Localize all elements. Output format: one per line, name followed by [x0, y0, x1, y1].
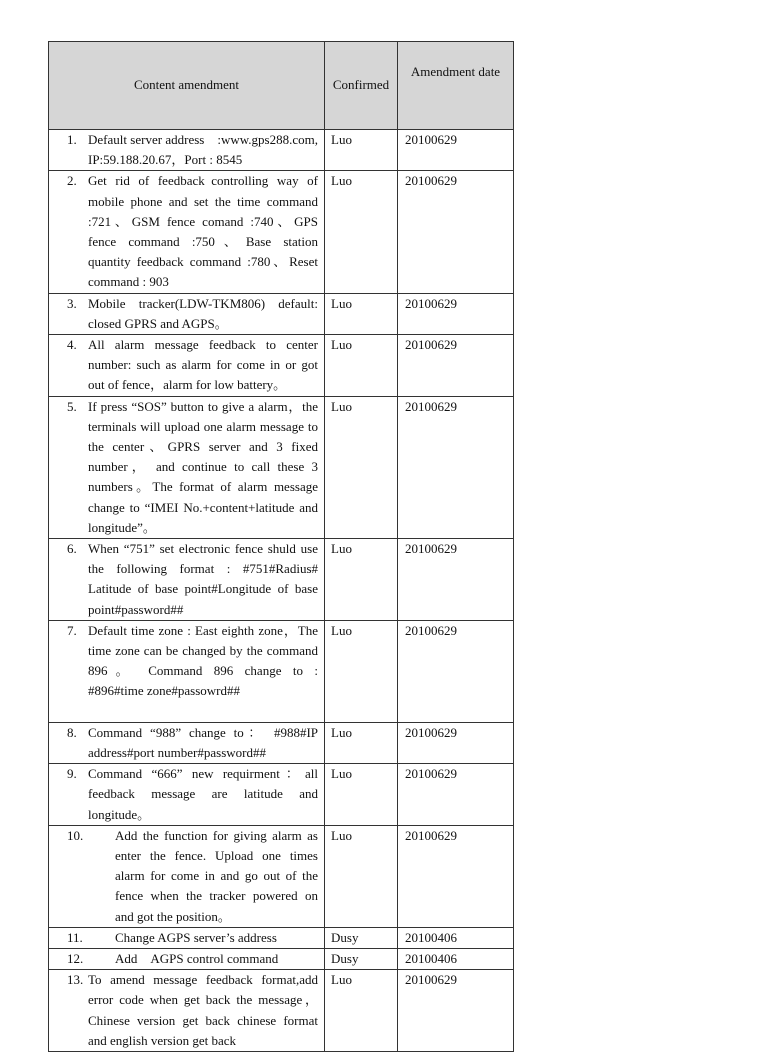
item-text: All alarm message feedback to center number: such as alarm for come in or got out of fence，alarm for low battery。: [88, 337, 318, 393]
item-number: 13.: [67, 972, 84, 988]
table-row: [49, 825, 514, 927]
item-text: If press “SOS” button to give a alarm，the terminals will upload one alarm message to the center、GPRS server and 3 fixed number， and continue to call these 3 numbers。The format of alarm message change to “IMEI No.+content+latitude and longitude”。: [88, 398, 318, 535]
table-row: [49, 764, 514, 826]
confirmed-cell: Luo: [325, 620, 398, 722]
item-text: To amend message feedback format,add error code when get back the message，Chinese version get back chinese format and english version get back: [88, 972, 318, 1048]
content-cell: [49, 764, 325, 826]
item-number: 6.: [67, 541, 77, 557]
item-number: 10.: [67, 827, 84, 843]
confirmed-cell: Luo: [325, 722, 398, 763]
content-cell: [49, 825, 325, 927]
table-row: [49, 970, 514, 1052]
content-cell: [49, 130, 325, 171]
table-row: [49, 396, 514, 538]
content-cell: [49, 539, 325, 621]
confirmed-cell: Dusy: [325, 948, 398, 969]
confirmed-cell: Dusy: [325, 927, 398, 948]
date-cell: 20100629: [398, 171, 514, 293]
table-row: [49, 539, 514, 621]
date-cell: 20100629: [398, 396, 514, 538]
date-cell: 20100406: [398, 948, 514, 969]
item-number: 9.: [67, 766, 77, 782]
item-text: Get rid of feedback controlling way of mobile phone and set the time command :721、GSM fence comand :740、GPS fence command :750、Base station quantity feedback command :780、Reset command : 903: [88, 173, 318, 290]
content-cell: [49, 620, 325, 722]
amendment-table: [48, 41, 514, 1052]
content-cell: [49, 171, 325, 293]
content-cell: [49, 948, 325, 969]
date-cell: 20100629: [398, 764, 514, 826]
confirmed-header: Confirmed: [325, 42, 398, 130]
item-number: 8.: [67, 724, 77, 740]
header-row: [49, 42, 514, 130]
confirmed-cell: Luo: [325, 970, 398, 1052]
item-number: 5.: [67, 398, 77, 414]
item-number: 1.: [67, 132, 77, 147]
content-amendment-header: Content amendment: [49, 42, 325, 130]
confirmed-cell: Luo: [325, 293, 398, 334]
amendment-date-header: Amendment date: [398, 42, 514, 130]
item-text: Default server address :www.gps288.com, IP:59.188.20.67，Port : 8545: [88, 132, 318, 168]
item-text: Command “666” new requirment：all feedback message are latitude and longitude。: [88, 766, 318, 822]
item-text: Change AGPS server’s address: [115, 929, 277, 945]
confirmed-cell: Luo: [325, 825, 398, 927]
confirmed-cell: Luo: [325, 171, 398, 293]
content-cell: [49, 293, 325, 334]
item-number: 7.: [67, 622, 77, 638]
item-text: Default time zone : East eighth zone，The time zone can be changed by the command 896。 Command 896 change to : #896#time zone#passowrd##: [88, 622, 318, 699]
date-cell: 20100629: [398, 130, 514, 171]
confirmed-cell: Luo: [325, 335, 398, 397]
table-row: [49, 927, 514, 948]
item-number: 4.: [67, 337, 77, 353]
content-cell: [49, 927, 325, 948]
date-cell: 20100406: [398, 927, 514, 948]
date-cell: 20100629: [398, 722, 514, 763]
item-text: Add the function for giving alarm as enter the fence. Upload one times alarm for come in and go out of the fence when the tracker powered on and got the position。: [115, 827, 318, 924]
item-number: 12.: [67, 950, 84, 966]
item-text: Mobile tracker(LDW-TKM806) default: closed GPRS and AGPS。: [88, 295, 318, 331]
content-cell: [49, 335, 325, 397]
content-cell: [49, 970, 325, 1052]
table-row: [49, 948, 514, 969]
table-row: [49, 171, 514, 293]
table-row: [49, 722, 514, 763]
date-cell: 20100629: [398, 335, 514, 397]
content-cell: [49, 396, 325, 538]
item-text: When “751” set electronic fence shuld use the following format : #751#Radius# Latitude of base point#Longitude of base point#password##: [88, 541, 318, 617]
table-row: [49, 620, 514, 722]
date-cell: 20100629: [398, 539, 514, 621]
confirmed-cell: Luo: [325, 764, 398, 826]
confirmed-cell: Luo: [325, 130, 398, 171]
item-text: Add AGPS control command: [115, 950, 279, 966]
table-row: [49, 335, 514, 397]
table-row: [49, 130, 514, 171]
content-cell: [49, 722, 325, 763]
item-number: 2.: [67, 173, 77, 189]
date-cell: 20100629: [398, 825, 514, 927]
confirmed-cell: Luo: [325, 539, 398, 621]
confirmed-cell: Luo: [325, 396, 398, 538]
date-cell: 20100629: [398, 970, 514, 1052]
item-number: 11.: [67, 929, 83, 945]
table-row: [49, 293, 514, 334]
item-number: 3.: [67, 295, 77, 311]
date-cell: 20100629: [398, 620, 514, 722]
item-text: Command “988” change to： #988#IP address#port number#password##: [88, 724, 318, 760]
date-cell: 20100629: [398, 293, 514, 334]
